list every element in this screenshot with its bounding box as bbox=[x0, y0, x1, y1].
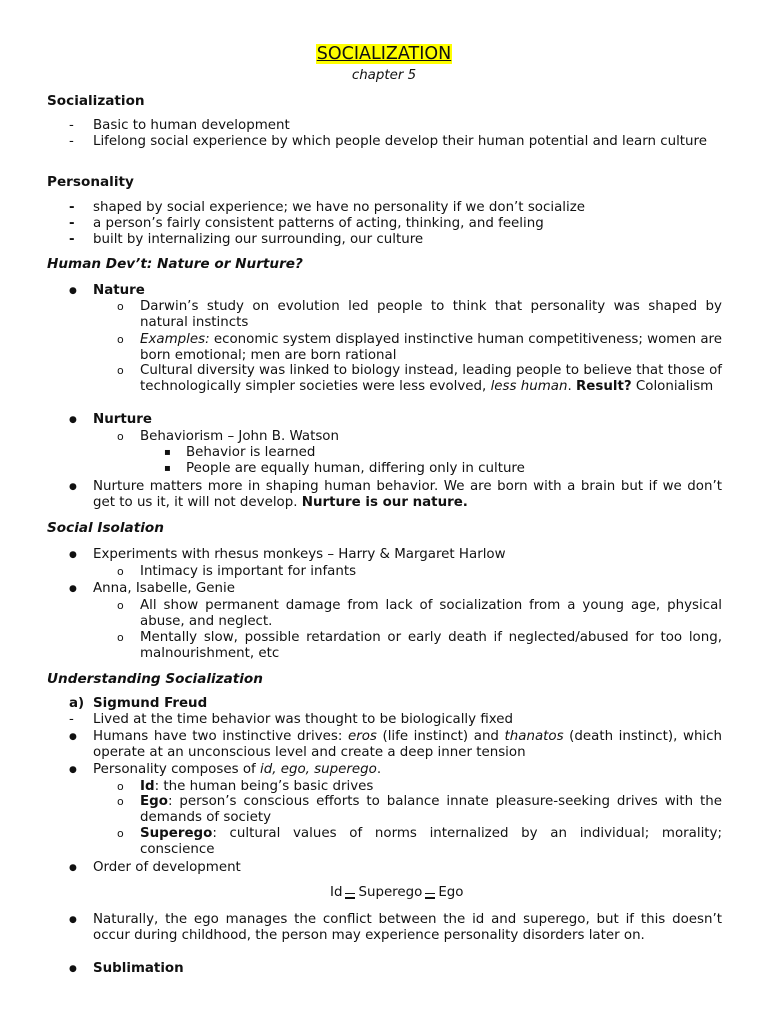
circle-marker: o bbox=[117, 599, 124, 612]
circle-marker: o bbox=[117, 333, 124, 346]
arrow-icon bbox=[345, 893, 355, 899]
period: . bbox=[376, 762, 382, 777]
heading-personality: Personality bbox=[47, 174, 134, 190]
dash-marker: - bbox=[69, 232, 75, 247]
square-marker: ▪ bbox=[164, 463, 171, 474]
heading-social-isolation: Social Isolation bbox=[47, 520, 164, 536]
heading-nature-nurture: Human Dev’t: Nature or Nurture? bbox=[47, 256, 303, 272]
bullet-marker: ● bbox=[69, 964, 77, 974]
list-item: Lifelong social experience by which people develop their human potential and learn culture bbox=[93, 134, 707, 149]
list-item bbox=[140, 779, 373, 795]
list-item: Anna, Isabelle, Genie bbox=[93, 581, 235, 596]
circle-marker: o bbox=[117, 364, 124, 377]
page-subtitle: chapter 5 bbox=[351, 68, 417, 83]
freud-heading: Sigmund Freud bbox=[93, 696, 208, 711]
list-item: Basic to human development bbox=[93, 118, 290, 133]
nature-label: Nature bbox=[93, 283, 145, 298]
arrow-icon bbox=[425, 893, 435, 899]
cultural-text: Cultural diversity was linked to biology instead, leading people to believe that those of technologically simpler societies were less evolved, bbox=[140, 363, 722, 394]
circle-marker: o bbox=[117, 430, 124, 443]
circle-marker: o bbox=[117, 795, 124, 808]
drives-text-3: (death instinct), which operate at an unconscious level and create a deep inner tension bbox=[93, 729, 722, 760]
bullet-marker: ● bbox=[69, 584, 77, 594]
colonialism-text: Colonialism bbox=[631, 379, 714, 394]
list-item bbox=[140, 794, 722, 826]
ego-label: Ego bbox=[140, 794, 168, 809]
list-item: Darwin’s study on evolution led people to think that personality was shaped by natural instincts bbox=[140, 299, 722, 330]
circle-marker: o bbox=[117, 565, 124, 578]
bullet-marker: ● bbox=[69, 863, 77, 873]
personality-text: Personality composes of bbox=[93, 762, 260, 777]
list-item bbox=[93, 762, 381, 778]
list-item: People are equally human, differing only in culture bbox=[186, 461, 525, 476]
bullet-marker: ● bbox=[69, 765, 77, 775]
list-item: Naturally, the ego manages the conflict between the id and superego, but if this doesn’t occur during childhood, the person may experience personality disorders later on. bbox=[93, 912, 722, 943]
list-item: Order of development bbox=[93, 860, 241, 875]
examples-label: Examples: bbox=[140, 332, 210, 347]
list-item: Lived at the time behavior was thought to be biologically fixed bbox=[93, 712, 514, 727]
circle-marker: o bbox=[117, 780, 124, 793]
thanatos-text: thanatos bbox=[504, 729, 564, 744]
list-item bbox=[93, 729, 722, 761]
eros-text: eros bbox=[347, 729, 377, 744]
list-item: built by internalizing our surrounding, our culture bbox=[93, 232, 424, 247]
id-ego-superego-text: id, ego, superego bbox=[259, 762, 377, 777]
bullet-marker: ● bbox=[69, 732, 77, 742]
dash-marker: - bbox=[69, 216, 75, 231]
period: . bbox=[567, 379, 572, 394]
drives-text: Humans have two instinctive drives: bbox=[93, 729, 348, 744]
bullet-marker: ● bbox=[69, 415, 77, 425]
superego-text: : cultural values of norms internalized by an individual; morality; conscience bbox=[140, 826, 722, 857]
order-id: Id bbox=[330, 885, 343, 900]
result-label: Result? bbox=[575, 379, 632, 394]
list-item: All show permanent damage from lack of socialization from a young age, physical abuse, and neglect. bbox=[140, 598, 722, 629]
drives-text-2: (life instinct) and bbox=[376, 729, 505, 744]
bullet-marker: ● bbox=[69, 915, 77, 925]
sub-marker: a) bbox=[69, 696, 85, 711]
dash-marker: - bbox=[69, 200, 75, 215]
heading-understanding: Understanding Socialization bbox=[47, 671, 263, 687]
order-superego: Superego bbox=[358, 885, 423, 900]
less-human-text: less human bbox=[490, 379, 568, 394]
id-text: : the human being’s basic drives bbox=[154, 779, 374, 794]
circle-marker: o bbox=[117, 300, 124, 313]
examples-text: economic system displayed instinctive human competitiveness; women are born emotional; men are born rational bbox=[140, 332, 722, 363]
list-item: a person’s fairly consistent patterns of acting, thinking, and feeling bbox=[93, 216, 544, 231]
nurture-matters-text: Nurture matters more in shaping human behavior. We are born with a brain but if we don’t get to us it, it will not develop. bbox=[93, 479, 722, 510]
dash-marker: - bbox=[69, 118, 74, 133]
dash-marker: - bbox=[69, 134, 74, 149]
ego-text: : person’s conscious efforts to balance innate pleasure-seeking drives with the demands of society bbox=[140, 794, 722, 825]
heading-socialization: Socialization bbox=[47, 93, 145, 109]
order-ego: Ego bbox=[438, 885, 464, 900]
list-item: Mentally slow, possible retardation or early death if neglected/abused for too long, malnourishment, etc bbox=[140, 630, 722, 661]
square-marker: ▪ bbox=[164, 447, 171, 458]
list-item: shaped by social experience; we have no personality if we don’t socialize bbox=[93, 200, 585, 215]
page-title: SOCIALIZATION bbox=[316, 44, 452, 64]
nurture-nature-text: Nurture is our nature. bbox=[301, 495, 468, 510]
bullet-marker: ● bbox=[69, 286, 77, 296]
bullet-marker: ● bbox=[69, 550, 77, 560]
superego-label: Superego bbox=[140, 826, 213, 841]
list-item: Experiments with rhesus monkeys – Harry & Margaret Harlow bbox=[93, 547, 506, 562]
list-item bbox=[140, 826, 722, 858]
list-item bbox=[140, 332, 722, 364]
list-item: Behaviorism – John B. Watson bbox=[140, 429, 339, 444]
circle-marker: o bbox=[117, 827, 124, 840]
circle-marker: o bbox=[117, 631, 124, 644]
list-item: Behavior is learned bbox=[186, 445, 316, 460]
id-label: Id bbox=[140, 779, 155, 794]
nurture-label: Nurture bbox=[93, 412, 152, 427]
list-item: Intimacy is important for infants bbox=[140, 564, 357, 579]
dash-marker: - bbox=[69, 712, 74, 727]
list-item bbox=[93, 479, 722, 511]
list-item bbox=[140, 363, 722, 395]
order-diagram bbox=[330, 885, 463, 901]
list-item: Sublimation bbox=[93, 961, 184, 976]
bullet-marker: ● bbox=[69, 482, 77, 492]
